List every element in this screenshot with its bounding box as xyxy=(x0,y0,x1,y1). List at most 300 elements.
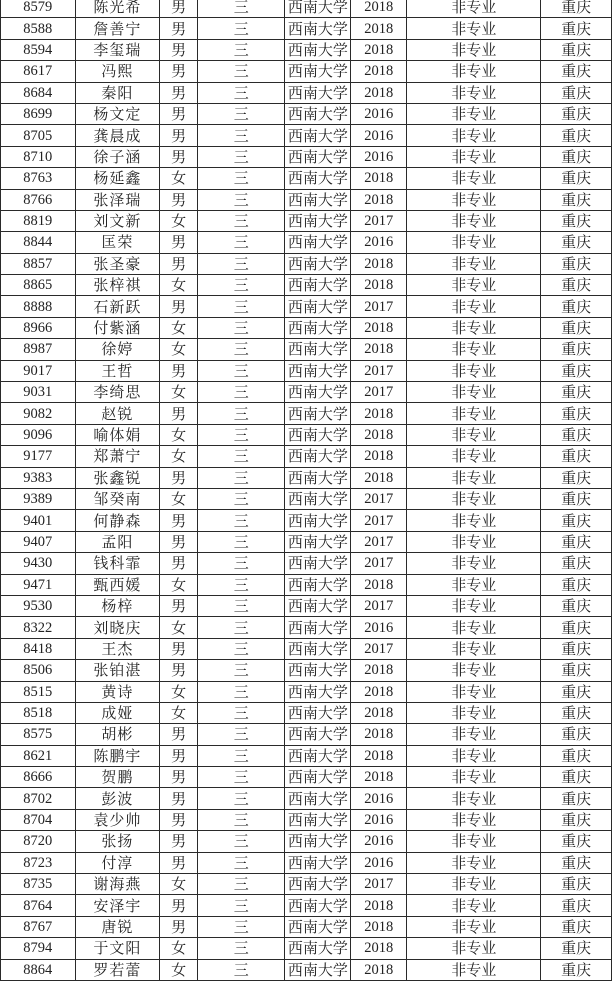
major-cell: 非专业 xyxy=(407,488,541,509)
year-cell: 2018 xyxy=(351,189,407,210)
name-cell: 邹癸南 xyxy=(75,488,160,509)
city-cell: 重庆 xyxy=(541,852,612,873)
university-cell: 西南大学 xyxy=(285,660,351,681)
grade-cell: 三 xyxy=(198,638,285,659)
major-cell: 非专业 xyxy=(407,382,541,403)
university-cell: 西南大学 xyxy=(285,916,351,937)
city-cell: 重庆 xyxy=(541,168,612,189)
id-cell: 8594 xyxy=(1,39,76,60)
id-cell: 8865 xyxy=(1,275,76,296)
gender-cell: 女 xyxy=(160,617,198,638)
gender-cell: 女 xyxy=(160,702,198,723)
table-row xyxy=(1,681,612,702)
year-cell: 2017 xyxy=(351,638,407,659)
table-row xyxy=(1,724,612,745)
gender-cell: 男 xyxy=(160,638,198,659)
major-cell: 非专业 xyxy=(407,360,541,381)
table-row xyxy=(1,745,612,766)
major-cell: 非专业 xyxy=(407,852,541,873)
year-cell: 2018 xyxy=(351,938,407,959)
grade-cell: 三 xyxy=(198,488,285,509)
university-cell: 西南大学 xyxy=(285,702,351,723)
city-cell: 重庆 xyxy=(541,210,612,231)
year-cell: 2018 xyxy=(351,61,407,82)
year-cell: 2016 xyxy=(351,852,407,873)
grade-cell: 三 xyxy=(198,317,285,338)
grade-cell: 三 xyxy=(198,510,285,531)
grade-cell: 三 xyxy=(198,61,285,82)
name-cell: 刘晓庆 xyxy=(75,617,160,638)
name-cell: 胡彬 xyxy=(75,724,160,745)
name-cell: 詹善宁 xyxy=(75,18,160,39)
major-cell: 非专业 xyxy=(407,702,541,723)
name-cell: 贺鹏 xyxy=(75,767,160,788)
grade-cell: 三 xyxy=(198,959,285,980)
name-cell: 王哲 xyxy=(75,360,160,381)
year-cell: 2018 xyxy=(351,467,407,488)
major-cell: 非专业 xyxy=(407,39,541,60)
id-cell: 8518 xyxy=(1,702,76,723)
major-cell: 非专业 xyxy=(407,767,541,788)
city-cell: 重庆 xyxy=(541,403,612,424)
major-cell: 非专业 xyxy=(407,510,541,531)
table-row xyxy=(1,788,612,809)
city-cell: 重庆 xyxy=(541,18,612,39)
table-row xyxy=(1,253,612,274)
grade-cell: 三 xyxy=(198,253,285,274)
university-cell: 西南大学 xyxy=(285,959,351,980)
year-cell: 2018 xyxy=(351,82,407,103)
city-cell: 重庆 xyxy=(541,382,612,403)
grade-cell: 三 xyxy=(198,360,285,381)
city-cell: 重庆 xyxy=(541,617,612,638)
major-cell: 非专业 xyxy=(407,916,541,937)
grade-cell: 三 xyxy=(198,296,285,317)
grade-cell: 三 xyxy=(198,39,285,60)
year-cell: 2018 xyxy=(351,916,407,937)
name-cell: 陈鹏宇 xyxy=(75,745,160,766)
year-cell: 2016 xyxy=(351,146,407,167)
table-row xyxy=(1,82,612,103)
city-cell: 重庆 xyxy=(541,702,612,723)
city-cell: 重庆 xyxy=(541,874,612,895)
year-cell: 2018 xyxy=(351,702,407,723)
year-cell: 2018 xyxy=(351,660,407,681)
gender-cell: 男 xyxy=(160,232,198,253)
major-cell: 非专业 xyxy=(407,403,541,424)
gender-cell: 男 xyxy=(160,745,198,766)
major-cell: 非专业 xyxy=(407,82,541,103)
university-cell: 西南大学 xyxy=(285,253,351,274)
major-cell: 非专业 xyxy=(407,146,541,167)
gender-cell: 男 xyxy=(160,467,198,488)
gender-cell: 男 xyxy=(160,767,198,788)
name-cell: 于文阳 xyxy=(75,938,160,959)
major-cell: 非专业 xyxy=(407,168,541,189)
grade-cell: 三 xyxy=(198,103,285,124)
id-cell: 8767 xyxy=(1,916,76,937)
university-cell: 西南大学 xyxy=(285,852,351,873)
university-cell: 西南大学 xyxy=(285,168,351,189)
university-cell: 西南大学 xyxy=(285,0,351,18)
table-row xyxy=(1,660,612,681)
id-cell: 8617 xyxy=(1,61,76,82)
university-cell: 西南大学 xyxy=(285,210,351,231)
gender-cell: 男 xyxy=(160,103,198,124)
table-row xyxy=(1,339,612,360)
grade-cell: 三 xyxy=(198,938,285,959)
name-cell: 张泽瑞 xyxy=(75,189,160,210)
city-cell: 重庆 xyxy=(541,253,612,274)
year-cell: 2018 xyxy=(351,339,407,360)
gender-cell: 女 xyxy=(160,168,198,189)
grade-cell: 三 xyxy=(198,210,285,231)
id-cell: 8844 xyxy=(1,232,76,253)
table-row xyxy=(1,296,612,317)
year-cell: 2018 xyxy=(351,724,407,745)
name-cell: 赵锐 xyxy=(75,403,160,424)
major-cell: 非专业 xyxy=(407,531,541,552)
id-cell: 8766 xyxy=(1,189,76,210)
major-cell: 非专业 xyxy=(407,0,541,18)
grade-cell: 三 xyxy=(198,831,285,852)
university-cell: 西南大学 xyxy=(285,574,351,595)
major-cell: 非专业 xyxy=(407,788,541,809)
id-cell: 8966 xyxy=(1,317,76,338)
city-cell: 重庆 xyxy=(541,125,612,146)
table-row xyxy=(1,18,612,39)
id-cell: 8506 xyxy=(1,660,76,681)
year-cell: 2017 xyxy=(351,210,407,231)
name-cell: 秦阳 xyxy=(75,82,160,103)
grade-cell: 三 xyxy=(198,681,285,702)
city-cell: 重庆 xyxy=(541,39,612,60)
major-cell: 非专业 xyxy=(407,617,541,638)
major-cell: 非专业 xyxy=(407,809,541,830)
university-cell: 西南大学 xyxy=(285,189,351,210)
year-cell: 2016 xyxy=(351,831,407,852)
city-cell: 重庆 xyxy=(541,61,612,82)
table-row xyxy=(1,424,612,445)
major-cell: 非专业 xyxy=(407,724,541,745)
gender-cell: 女 xyxy=(160,681,198,702)
gender-cell: 女 xyxy=(160,574,198,595)
major-cell: 非专业 xyxy=(407,595,541,616)
id-cell: 9082 xyxy=(1,403,76,424)
grade-cell: 三 xyxy=(198,553,285,574)
grade-cell: 三 xyxy=(198,660,285,681)
city-cell: 重庆 xyxy=(541,531,612,552)
major-cell: 非专业 xyxy=(407,574,541,595)
table-body xyxy=(1,0,612,980)
year-cell: 2016 xyxy=(351,809,407,830)
table-row xyxy=(1,125,612,146)
university-cell: 西南大学 xyxy=(285,467,351,488)
table-row xyxy=(1,168,612,189)
name-cell: 张鑫锐 xyxy=(75,467,160,488)
name-cell: 刘文新 xyxy=(75,210,160,231)
major-cell: 非专业 xyxy=(407,189,541,210)
table-row xyxy=(1,360,612,381)
year-cell: 2018 xyxy=(351,745,407,766)
university-cell: 西南大学 xyxy=(285,874,351,895)
gender-cell: 女 xyxy=(160,382,198,403)
id-cell: 8819 xyxy=(1,210,76,231)
university-cell: 西南大学 xyxy=(285,895,351,916)
gender-cell: 男 xyxy=(160,296,198,317)
name-cell: 安泽宇 xyxy=(75,895,160,916)
university-cell: 西南大学 xyxy=(285,382,351,403)
id-cell: 8723 xyxy=(1,852,76,873)
major-cell: 非专业 xyxy=(407,895,541,916)
city-cell: 重庆 xyxy=(541,745,612,766)
year-cell: 2017 xyxy=(351,296,407,317)
grade-cell: 三 xyxy=(198,874,285,895)
table-row xyxy=(1,382,612,403)
id-cell: 8684 xyxy=(1,82,76,103)
major-cell: 非专业 xyxy=(407,317,541,338)
university-cell: 西南大学 xyxy=(285,82,351,103)
major-cell: 非专业 xyxy=(407,938,541,959)
gender-cell: 女 xyxy=(160,488,198,509)
gender-cell: 男 xyxy=(160,189,198,210)
gender-cell: 男 xyxy=(160,553,198,574)
id-cell: 9017 xyxy=(1,360,76,381)
university-cell: 西南大学 xyxy=(285,39,351,60)
id-cell: 8418 xyxy=(1,638,76,659)
university-cell: 西南大学 xyxy=(285,745,351,766)
gender-cell: 男 xyxy=(160,146,198,167)
id-cell: 8720 xyxy=(1,831,76,852)
university-cell: 西南大学 xyxy=(285,767,351,788)
gender-cell: 男 xyxy=(160,788,198,809)
name-cell: 石新跃 xyxy=(75,296,160,317)
gender-cell: 男 xyxy=(160,724,198,745)
name-cell: 杨延鑫 xyxy=(75,168,160,189)
city-cell: 重庆 xyxy=(541,895,612,916)
id-cell: 9430 xyxy=(1,553,76,574)
year-cell: 2017 xyxy=(351,531,407,552)
city-cell: 重庆 xyxy=(541,510,612,531)
year-cell: 2018 xyxy=(351,403,407,424)
year-cell: 2018 xyxy=(351,767,407,788)
city-cell: 重庆 xyxy=(541,296,612,317)
city-cell: 重庆 xyxy=(541,189,612,210)
major-cell: 非专业 xyxy=(407,874,541,895)
grade-cell: 三 xyxy=(198,125,285,146)
table-row xyxy=(1,189,612,210)
city-cell: 重庆 xyxy=(541,360,612,381)
id-cell: 8322 xyxy=(1,617,76,638)
year-cell: 2018 xyxy=(351,317,407,338)
university-cell: 西南大学 xyxy=(285,617,351,638)
gender-cell: 女 xyxy=(160,339,198,360)
table-row xyxy=(1,553,612,574)
city-cell: 重庆 xyxy=(541,103,612,124)
id-cell: 9471 xyxy=(1,574,76,595)
major-cell: 非专业 xyxy=(407,553,541,574)
city-cell: 重庆 xyxy=(541,467,612,488)
year-cell: 2018 xyxy=(351,424,407,445)
id-cell: 8575 xyxy=(1,724,76,745)
major-cell: 非专业 xyxy=(407,103,541,124)
city-cell: 重庆 xyxy=(541,938,612,959)
city-cell: 重庆 xyxy=(541,574,612,595)
table-row xyxy=(1,916,612,937)
name-cell: 张扬 xyxy=(75,831,160,852)
id-cell: 8764 xyxy=(1,895,76,916)
name-cell: 何静森 xyxy=(75,510,160,531)
name-cell: 李绮思 xyxy=(75,382,160,403)
name-cell: 龚晨成 xyxy=(75,125,160,146)
name-cell: 陈光希 xyxy=(75,0,160,18)
name-cell: 张铂湛 xyxy=(75,660,160,681)
id-cell: 8704 xyxy=(1,809,76,830)
university-cell: 西南大学 xyxy=(285,553,351,574)
name-cell: 杨梓 xyxy=(75,595,160,616)
grade-cell: 三 xyxy=(198,809,285,830)
year-cell: 2018 xyxy=(351,446,407,467)
year-cell: 2016 xyxy=(351,617,407,638)
id-cell: 8888 xyxy=(1,296,76,317)
gender-cell: 女 xyxy=(160,317,198,338)
name-cell: 付紫涵 xyxy=(75,317,160,338)
major-cell: 非专业 xyxy=(407,61,541,82)
table-row xyxy=(1,39,612,60)
table-row xyxy=(1,938,612,959)
id-cell: 8705 xyxy=(1,125,76,146)
major-cell: 非专业 xyxy=(407,660,541,681)
city-cell: 重庆 xyxy=(541,809,612,830)
name-cell: 黄诗 xyxy=(75,681,160,702)
major-cell: 非专业 xyxy=(407,681,541,702)
table-row xyxy=(1,403,612,424)
grade-cell: 三 xyxy=(198,0,285,18)
university-cell: 西南大学 xyxy=(285,296,351,317)
city-cell: 重庆 xyxy=(541,317,612,338)
id-cell: 8710 xyxy=(1,146,76,167)
university-cell: 西南大学 xyxy=(285,531,351,552)
gender-cell: 男 xyxy=(160,852,198,873)
id-cell: 9096 xyxy=(1,424,76,445)
city-cell: 重庆 xyxy=(541,767,612,788)
city-cell: 重庆 xyxy=(541,831,612,852)
id-cell: 8588 xyxy=(1,18,76,39)
table-row xyxy=(1,446,612,467)
major-cell: 非专业 xyxy=(407,467,541,488)
id-cell: 8794 xyxy=(1,938,76,959)
id-cell: 8987 xyxy=(1,339,76,360)
name-cell: 成娅 xyxy=(75,702,160,723)
year-cell: 2018 xyxy=(351,0,407,18)
id-cell: 9530 xyxy=(1,595,76,616)
major-cell: 非专业 xyxy=(407,210,541,231)
city-cell: 重庆 xyxy=(541,724,612,745)
year-cell: 2017 xyxy=(351,382,407,403)
grade-cell: 三 xyxy=(198,916,285,937)
university-cell: 西南大学 xyxy=(285,403,351,424)
year-cell: 2018 xyxy=(351,39,407,60)
table-row xyxy=(1,0,612,18)
name-cell: 匡荣 xyxy=(75,232,160,253)
year-cell: 2018 xyxy=(351,681,407,702)
year-cell: 2017 xyxy=(351,553,407,574)
year-cell: 2017 xyxy=(351,874,407,895)
year-cell: 2018 xyxy=(351,253,407,274)
university-cell: 西南大学 xyxy=(285,938,351,959)
id-cell: 8666 xyxy=(1,767,76,788)
city-cell: 重庆 xyxy=(541,446,612,467)
grade-cell: 三 xyxy=(198,403,285,424)
gender-cell: 男 xyxy=(160,403,198,424)
year-cell: 2018 xyxy=(351,18,407,39)
gender-cell: 女 xyxy=(160,938,198,959)
year-cell: 2018 xyxy=(351,574,407,595)
gender-cell: 女 xyxy=(160,275,198,296)
table-row xyxy=(1,210,612,231)
id-cell: 8735 xyxy=(1,874,76,895)
major-cell: 非专业 xyxy=(407,831,541,852)
grade-cell: 三 xyxy=(198,232,285,253)
gender-cell: 男 xyxy=(160,253,198,274)
grade-cell: 三 xyxy=(198,788,285,809)
id-cell: 9389 xyxy=(1,488,76,509)
major-cell: 非专业 xyxy=(407,296,541,317)
gender-cell: 男 xyxy=(160,831,198,852)
gender-cell: 女 xyxy=(160,424,198,445)
university-cell: 西南大学 xyxy=(285,831,351,852)
gender-cell: 男 xyxy=(160,660,198,681)
year-cell: 2017 xyxy=(351,360,407,381)
major-cell: 非专业 xyxy=(407,638,541,659)
grade-cell: 三 xyxy=(198,82,285,103)
major-cell: 非专业 xyxy=(407,275,541,296)
gender-cell: 男 xyxy=(160,510,198,531)
id-cell: 8763 xyxy=(1,168,76,189)
year-cell: 2017 xyxy=(351,510,407,531)
table-row xyxy=(1,61,612,82)
university-cell: 西南大学 xyxy=(285,103,351,124)
name-cell: 冯熙 xyxy=(75,61,160,82)
gender-cell: 男 xyxy=(160,82,198,103)
grade-cell: 三 xyxy=(198,18,285,39)
id-cell: 8699 xyxy=(1,103,76,124)
year-cell: 2018 xyxy=(351,275,407,296)
gender-cell: 男 xyxy=(160,18,198,39)
grade-cell: 三 xyxy=(198,895,285,916)
year-cell: 2016 xyxy=(351,125,407,146)
year-cell: 2018 xyxy=(351,168,407,189)
gender-cell: 女 xyxy=(160,210,198,231)
major-cell: 非专业 xyxy=(407,125,541,146)
grade-cell: 三 xyxy=(198,617,285,638)
table-row xyxy=(1,146,612,167)
university-cell: 西南大学 xyxy=(285,339,351,360)
table-row xyxy=(1,595,612,616)
gender-cell: 男 xyxy=(160,360,198,381)
major-cell: 非专业 xyxy=(407,18,541,39)
table-row xyxy=(1,874,612,895)
id-cell: 8857 xyxy=(1,253,76,274)
university-cell: 西南大学 xyxy=(285,146,351,167)
table-row xyxy=(1,767,612,788)
grade-cell: 三 xyxy=(198,467,285,488)
id-cell: 8621 xyxy=(1,745,76,766)
city-cell: 重庆 xyxy=(541,788,612,809)
university-cell: 西南大学 xyxy=(285,125,351,146)
university-cell: 西南大学 xyxy=(285,595,351,616)
table-row xyxy=(1,852,612,873)
